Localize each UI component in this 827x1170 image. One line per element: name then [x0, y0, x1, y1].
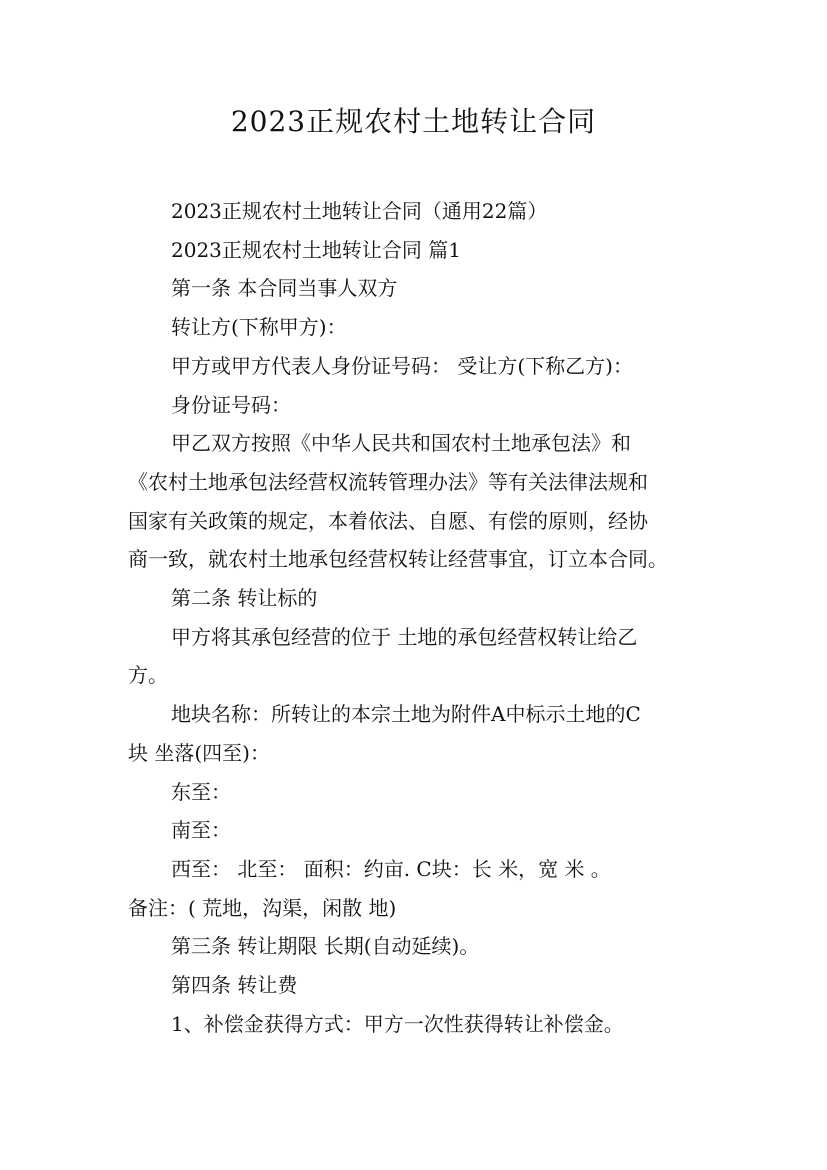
compensation-line: 1、补偿金获得方式：甲方一次性获得转让补偿金。: [171, 1011, 624, 1036]
paragraph-line: 块 坐落(四至)：: [128, 740, 270, 765]
paragraph-line: 商一致，就农村土地承包经营权转让经营事宜，订立本合同。: [128, 547, 668, 572]
remarks-line: 备注：( 荒地，沟渠，闲散 地): [128, 895, 397, 920]
paragraph-line: 《农村土地承包法经营权流转管理办法》等有关法律法规和: [128, 469, 648, 494]
party-a-line: 转让方(下称甲方)：: [171, 315, 347, 340]
article-1-heading: 第一条 本合同当事人双方: [171, 276, 398, 301]
document-title: 2023正规农村土地转让合同: [230, 105, 597, 138]
paragraph-line: 地块名称：所转让的本宗土地为附件A中标示土地的C: [171, 702, 641, 727]
paragraph-line: 甲方将其承包经营的位于 土地的承包经营权转让给乙: [171, 624, 638, 649]
boundary-west-north-area: 西至： 北至： 面积：约亩. C块：长 米，宽 米 。: [171, 856, 611, 881]
boundary-east: 东至：: [171, 779, 231, 804]
contract-section-heading: 2023正规农村土地转让合同 篇1: [171, 237, 461, 262]
paragraph-line: 国家有关政策的规定，本着依法、自愿、有偿的原则，经协: [128, 508, 648, 533]
paragraph-line: 甲乙双方按照《中华人民共和国农村土地承包法》和: [171, 431, 631, 456]
article-3-heading: 第三条 转让期限 长期(自动延续)。: [171, 934, 480, 959]
party-a-id-line: 甲方或甲方代表人身份证号码： 受让方(下称乙方)：: [171, 353, 633, 378]
document-body: [128, 192, 703, 1043]
boundary-south: 南至：: [171, 818, 231, 843]
article-4-heading: 第四条 转让费: [171, 973, 298, 998]
contract-subtitle: 2023正规农村土地转让合同（通用22篇）: [171, 199, 548, 223]
article-2-heading: 第二条 转让标的: [171, 586, 318, 611]
paragraph-line: 方。: [128, 663, 168, 688]
party-b-id-line: 身份证号码：: [171, 392, 291, 417]
